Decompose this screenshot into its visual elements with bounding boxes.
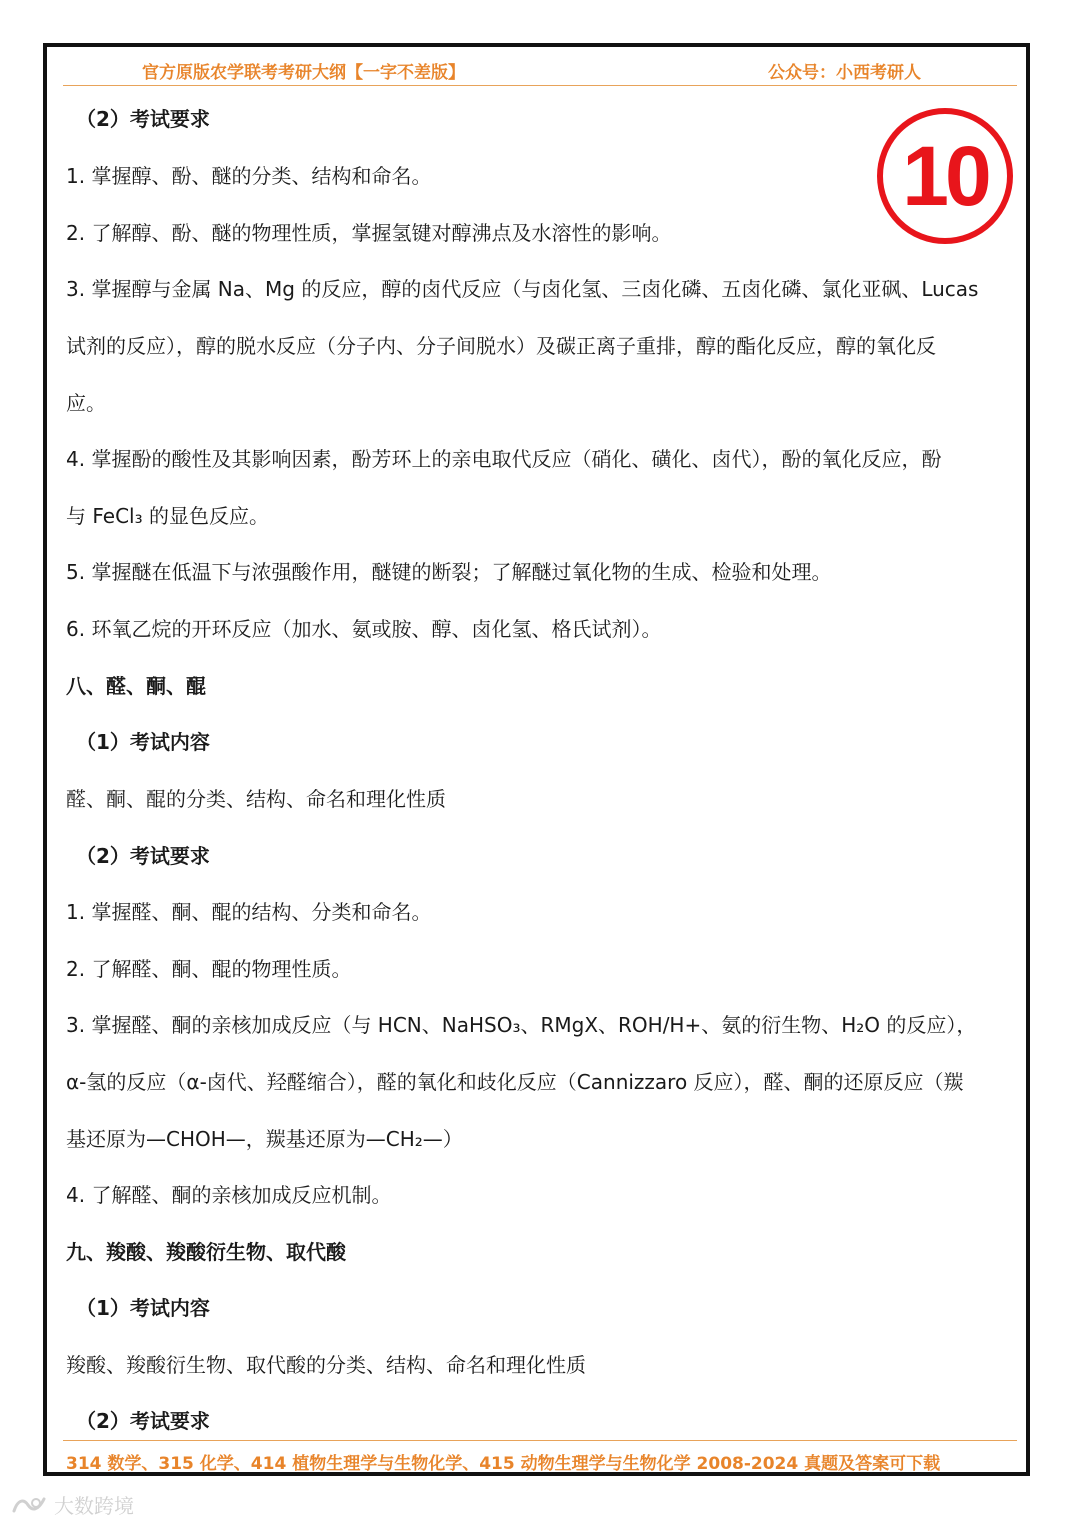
- requirement-item: 6. 环氧乙烷的开环反应（加水、氨或胺、醇、卤化氢、格氏试剂）。: [66, 617, 662, 641]
- section-heading: （1）考试内容: [76, 1296, 210, 1320]
- requirement-item: 1. 掌握醇、酚、醚的分类、结构和命名。: [66, 164, 432, 188]
- section-heading: （2）考试要求: [76, 844, 210, 868]
- requirement-item-continued: 试剂的反应），醇的脱水反应（分子内、分子间脱水）及碳正离子重排，醇的酯化反应，醇的氧化反: [66, 334, 936, 358]
- section-heading: （2）考试要求: [76, 1409, 210, 1433]
- requirement-item: 2. 了解醇、酚、醚的物理性质，掌握氢键对醇沸点及水溶性的影响。: [66, 221, 672, 245]
- requirement-item-continued: 与 FeCl₃ 的显色反应。: [66, 504, 269, 528]
- watermark-text: 大数跨境: [54, 1494, 134, 1518]
- section-heading: （2）考试要求: [76, 107, 210, 131]
- requirement-item: 1. 掌握醛、酮、醌的结构、分类和命名。: [66, 900, 432, 924]
- footer-divider: [63, 1440, 1017, 1441]
- requirement-item-continued: 基还原为—CHOH—，羰基还原为—CH₂—）: [66, 1127, 463, 1151]
- chapter-heading: 九、羧酸、羧酸衍生物、取代酸: [66, 1240, 346, 1264]
- requirement-item: 2. 了解醛、酮、醌的物理性质。: [66, 957, 352, 981]
- requirement-item-continued: α-氢的反应（α-卤代、羟醛缩合），醛的氧化和歧化反应（Cannizzaro 反应），醛、酮的还原反应（羰: [66, 1070, 964, 1094]
- header-divider: [63, 85, 1017, 86]
- header-account: 公众号：小西考研人: [768, 63, 921, 83]
- section-heading: （1）考试内容: [76, 730, 210, 754]
- content-text: 羧酸、羧酸衍生物、取代酸的分类、结构、命名和理化性质: [66, 1353, 586, 1377]
- requirement-item: 3. 掌握醇与金属 Na、Mg 的反应，醇的卤代反应（与卤化氢、三卤化磷、五卤化磷、氯化亚砜、Lucas: [66, 277, 979, 301]
- requirement-item: 4. 掌握酚的酸性及其影响因素，酚芳环上的亲电取代反应（硝化、磺化、卤代），酚的氧化反应，酚: [66, 447, 942, 471]
- requirement-item: 3. 掌握醛、酮的亲核加成反应（与 HCN、NaHSO₃、RMgX、ROH/H+、氨的衍生物、H₂O 的反应），: [66, 1013, 977, 1037]
- chapter-heading: 八、醛、酮、醌: [66, 674, 206, 698]
- requirement-item-continued: 应。: [66, 391, 106, 415]
- requirement-item: 5. 掌握醚在低温下与浓强酸作用，醚键的断裂；了解醚过氧化物的生成、检验和处理。: [66, 560, 832, 584]
- watermark-logo-icon: [10, 1494, 50, 1516]
- footer-note: 314 数学、315 化学、414 植物生理学与生物化学、415 动物生理学与生物化学 2008-2024 真题及答案可下载: [66, 1454, 941, 1474]
- content-text: 醛、酮、醌的分类、结构、命名和理化性质: [66, 787, 446, 811]
- requirement-item: 4. 了解醛、酮的亲核加成反应机制。: [66, 1183, 392, 1207]
- stamp-number: 10: [902, 129, 988, 223]
- header-title: 官方原版农学联考考研大纲【一字不差版】: [142, 63, 465, 83]
- watermark: [10, 1490, 134, 1519]
